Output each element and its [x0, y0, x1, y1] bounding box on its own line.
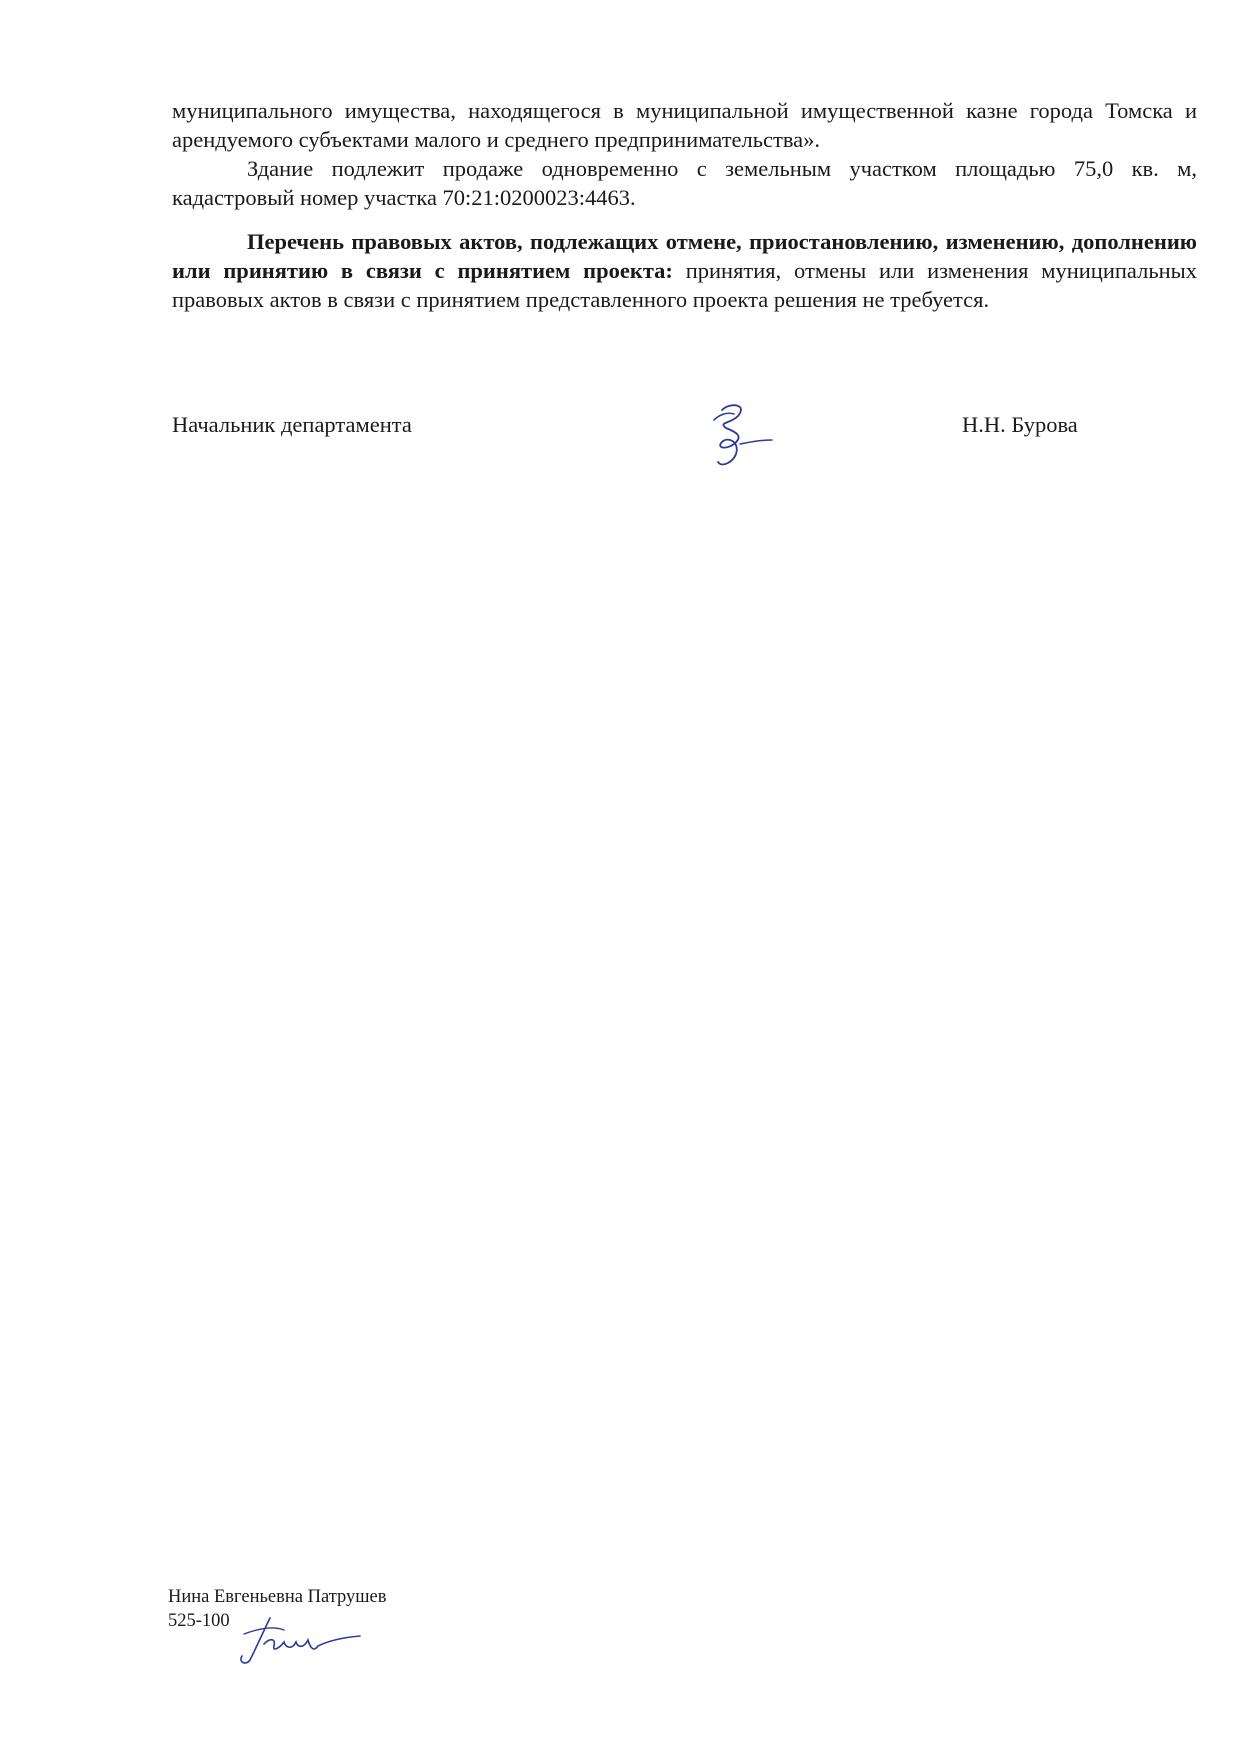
executor-phone: 525-100 — [168, 1611, 230, 1631]
paragraph-continuation: муниципального имущества, находящегося в муниципальной имущественной казне города Томска и арендуемого субъектами малого и среднего предпринимательства». — [172, 98, 1197, 152]
signer-name: Н.Н. Бурова — [962, 412, 1078, 437]
position-title: Начальник департамента — [172, 412, 412, 437]
document-body — [172, 96, 1197, 314]
paragraph-land-plot: Здание подлежит продаже одновременно с земельным участком площадью 75,0 кв. м, кадастровый номер участка 70:21:0200023:4463. — [172, 156, 1197, 210]
signature-row — [172, 410, 1197, 470]
handwritten-signature-executor — [230, 1612, 370, 1667]
handwritten-signature-main — [700, 398, 780, 478]
legal-acts-heading: Перечень правовых актов, подлежащих отмене, приостановлению, изменению, дополнению или принятию в связи с принятием проекта: — [172, 229, 1197, 283]
executor-name: Нина Евгеньевна Патрушев — [168, 1587, 387, 1607]
legal-acts-text: принятия, отмены или изменения муниципальных правовых актов в связи с принятием представленного проекта решения не требуется. — [172, 258, 1197, 312]
paragraph-legal-acts — [172, 227, 1197, 314]
